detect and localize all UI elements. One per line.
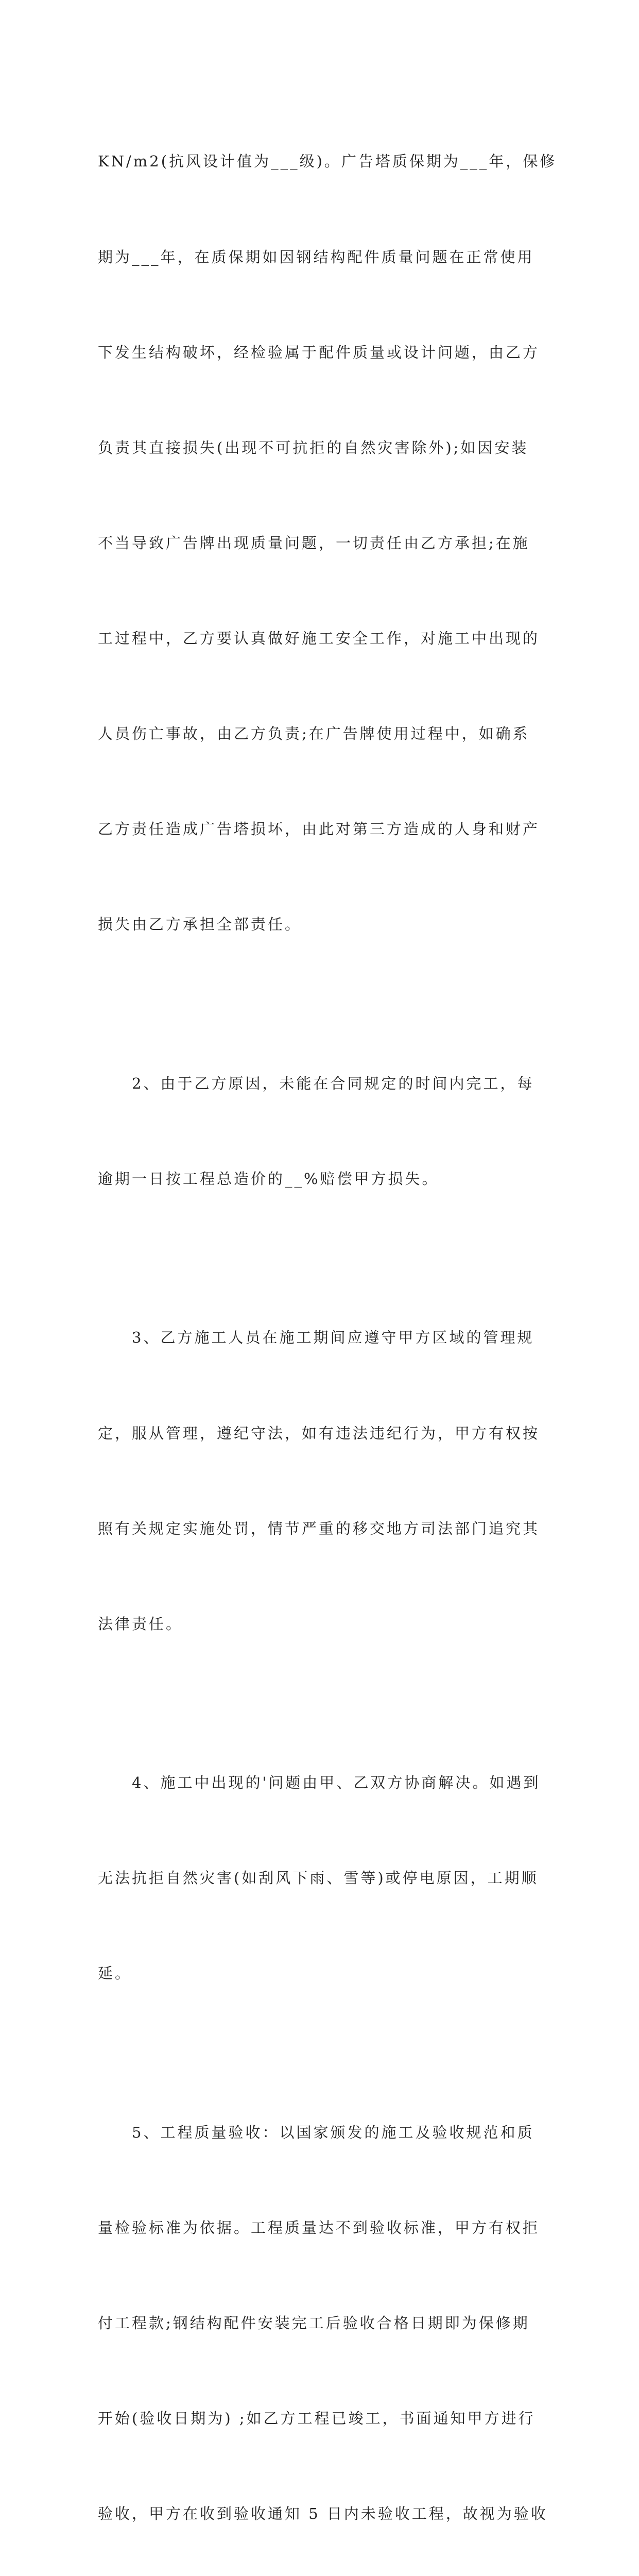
text-line: 开始(验收日期为) ;如乙方工程已竣工，书面通知甲方进行: [98, 2410, 536, 2428]
text-line: 法律责任。: [98, 1615, 183, 1633]
text-line: KN/m2(抗风设计值为___级)。广告塔质保期为___年，保修: [98, 152, 557, 171]
text-line: 下发生结构破坏，经检验属于配件质量或设计问题，由乙方: [98, 343, 540, 361]
paragraph-clause-4-disputes: [98, 1704, 546, 2054]
text-line: 照有关规定实施处罚，情节严重的移交地方司法部门追究其: [98, 1519, 540, 1537]
text-line-indented: 5、工程质量验收：以国家颁发的施工及验收规范和质: [132, 2124, 534, 2141]
text-line: 乙方责任造成广告塔损坏，由此对第三方造成的人身和财产: [98, 820, 540, 838]
document-body: [98, 82, 557, 2576]
text-line-indented: 3、乙方施工人员在施工期间应遵守甲方区域的管理规: [132, 1329, 534, 1347]
text-line: 工过程中，乙方要认真做好施工安全工作，对施工中出现的: [98, 629, 540, 647]
text-line: 负责其直接损失(出现不可抗拒的自然灾害除外);如因安装: [98, 438, 529, 456]
text-line: 逾期一日按工程总造价的__%赔偿甲方损失。: [98, 1170, 439, 1188]
text-line: 不当导致广告牌出现质量问题，一切责任由乙方承担;在施: [98, 534, 530, 552]
text-line: 损失由乙方承担全部责任。: [98, 916, 302, 934]
text-line-indented: 2、由于乙方原因，未能在合同规定的时间内完工，每: [132, 1074, 534, 1092]
text-line: 人员伤亡事故，由乙方负责;在广告牌使用过程中，如确系: [98, 725, 530, 743]
text-line: 期为___年，在质保期如因钢结构配件质量问题在正常使用: [98, 248, 534, 266]
text-line: 量检验标准为依据。工程质量达不到验收标准，甲方有权拒: [98, 2219, 540, 2237]
text-line: 付工程款;钢结构配件安装完工后验收合格日期即为保修期: [98, 2314, 530, 2332]
paragraph-clause-2-delay-penalty: [98, 1004, 546, 1259]
text-line-indented: 4、施工中出现的'问题由甲、乙双方协商解决。如遇到: [132, 1774, 541, 1792]
paragraph-clause-5-acceptance: [98, 2054, 546, 2576]
paragraph-wind-load-warranty: [98, 82, 557, 1004]
text-line: 无法抗拒自然灾害(如刮风下雨、雪等)或停电原因，工期顺: [98, 1869, 539, 1887]
text-line: 验收，甲方在收到验收通知 5 日内未验收工程，故视为验收: [98, 2505, 548, 2523]
text-line: 定，服从管理，遵纪守法，如有违法违纪行为，甲方有权按: [98, 1424, 540, 1442]
text-line: 延。: [98, 1964, 132, 1982]
paragraph-clause-3-site-rules: [98, 1259, 546, 1704]
